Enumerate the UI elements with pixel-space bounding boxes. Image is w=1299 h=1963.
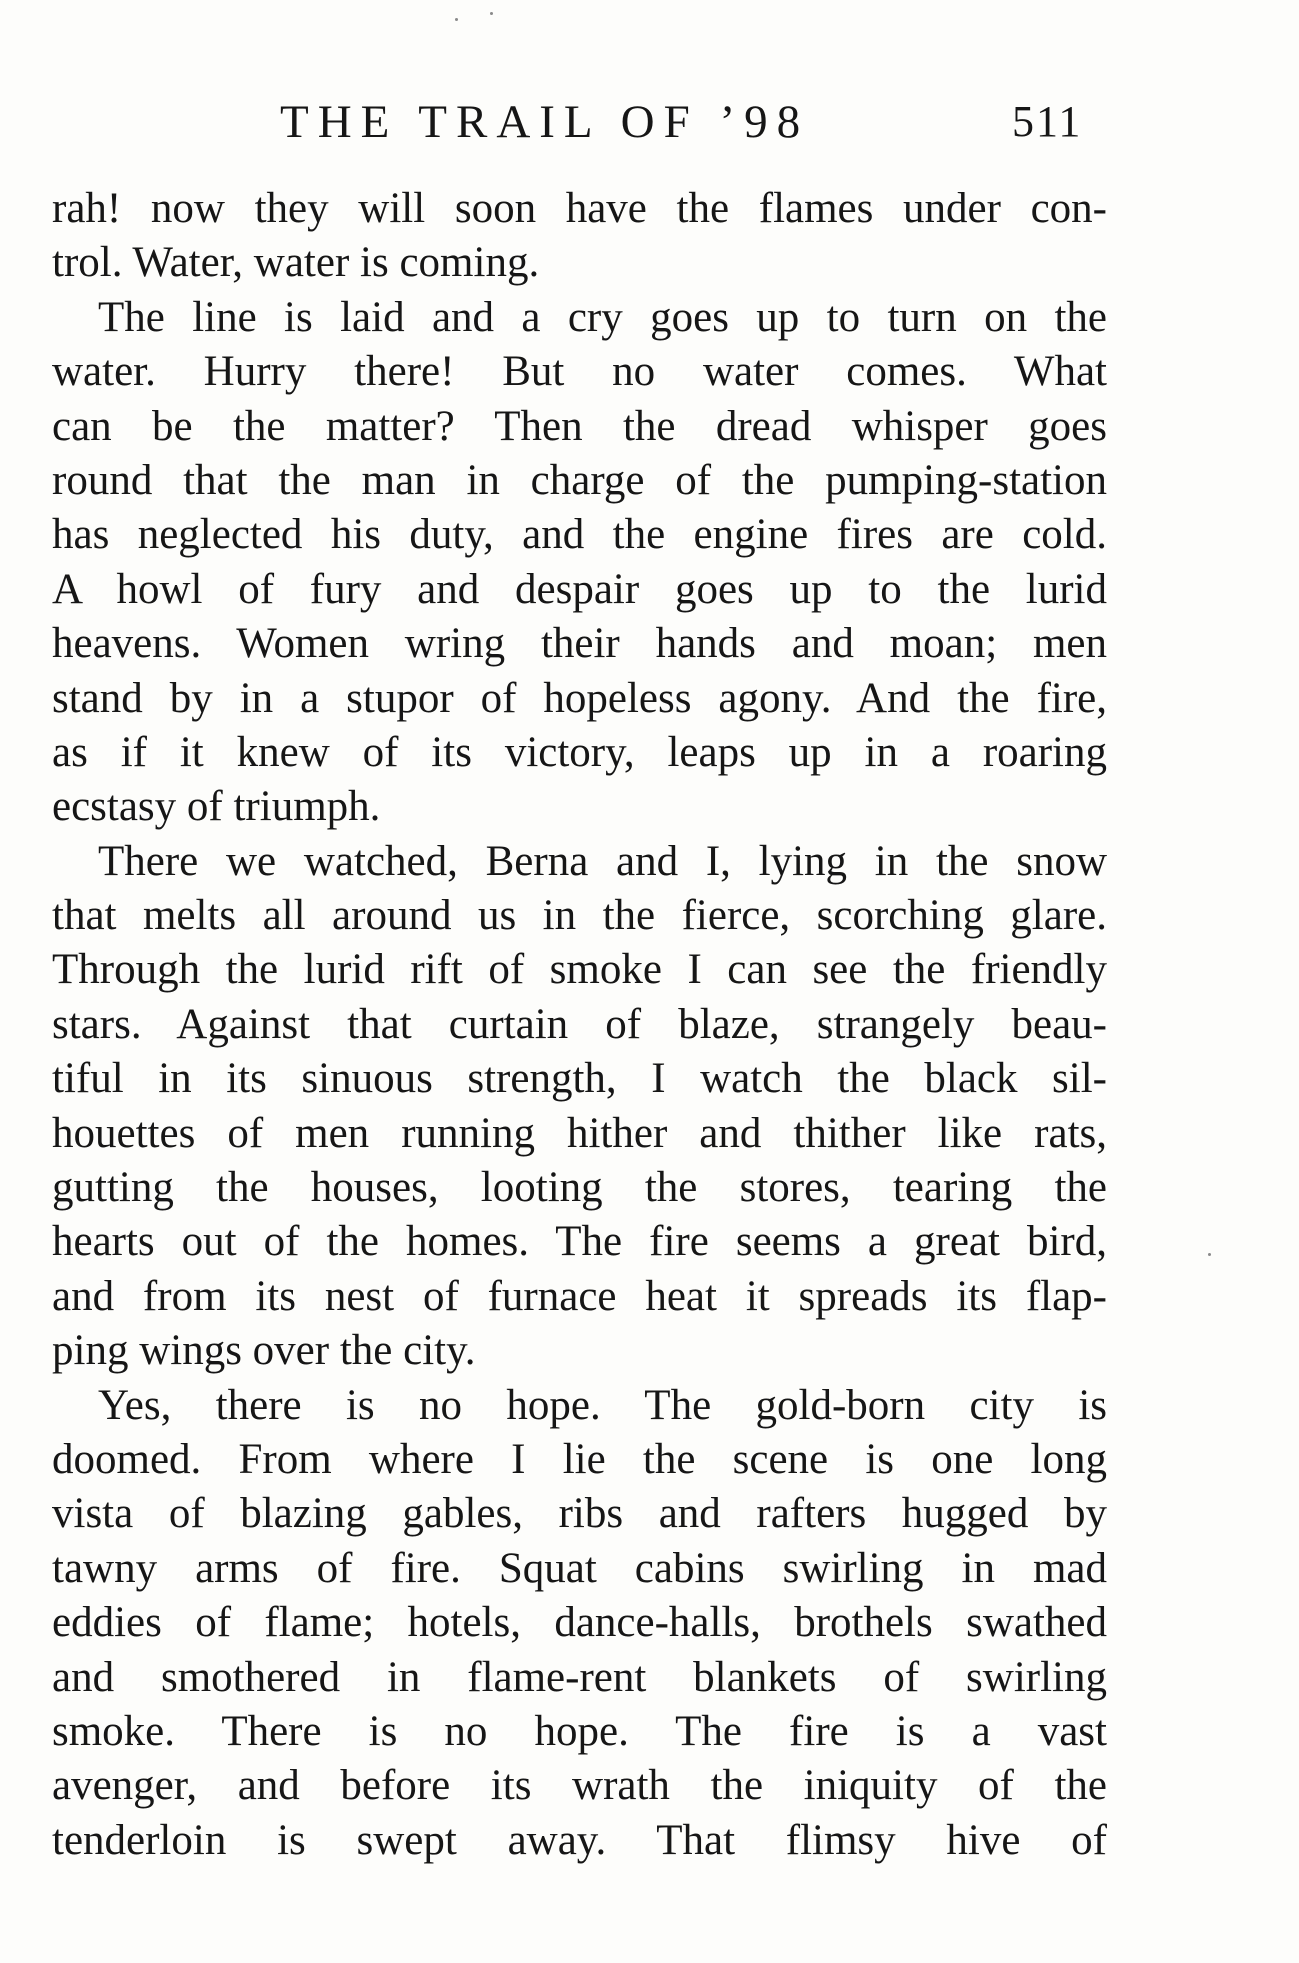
text-line: ecstasy of triumph. [52, 783, 381, 831]
running-title: THE TRAIL OF ’98 [280, 96, 810, 148]
text-line: hearts out of the homes. The fire seems a great bird, [52, 1218, 1107, 1266]
text-line: stand by in a stupor of hopeless agony. And the fire, [52, 674, 1107, 722]
text-line: eddies of flame; hotels, dance-halls, brothels swathed [52, 1599, 1107, 1647]
text-line: tiful in its sinuous strength, I watch the black sil- [52, 1055, 1107, 1103]
text-line: as if it knew of its victory, leaps up in a roaring [52, 728, 1107, 776]
body-text [52, 182, 1107, 1868]
page-header [0, 92, 1299, 152]
text-line: heavens. Women wring their hands and moan; men [52, 620, 1107, 668]
text-line: The line is laid and a cry goes up to turn on the [98, 293, 1107, 341]
text-line: There we watched, Berna and I, lying in the snow [98, 837, 1107, 885]
text-line: avenger, and before its wrath the iniquity of the [52, 1762, 1107, 1810]
text-line: houettes of men running hither and thither like rats, [52, 1109, 1107, 1157]
text-line: doomed. From where I lie the scene is one long [52, 1435, 1107, 1483]
text-line: smoke. There is no hope. The fire is a vast [52, 1707, 1107, 1755]
text-line: ping wings over the city. [52, 1327, 476, 1375]
text-line: Through the lurid rift of smoke I can see the friendly [52, 946, 1107, 994]
text-line: A howl of fury and despair goes up to the lurid [52, 565, 1107, 613]
text-line: and smothered in flame-rent blankets of swirling [52, 1653, 1107, 1701]
text-line: and from its nest of furnace heat it spreads its flap- [52, 1272, 1107, 1320]
text-line: stars. Against that curtain of blaze, strangely beau- [52, 1000, 1107, 1048]
print-speck [490, 12, 493, 15]
text-line: water. Hurry there! But no water comes. What [52, 348, 1107, 396]
page-number: 511 [1012, 97, 1083, 146]
text-line: rah! now they will soon have the flames under con- [52, 185, 1107, 232]
text-line: tenderloin is swept away. That flimsy hive of [52, 1816, 1107, 1864]
text-line: trol. Water, water is coming. [52, 239, 540, 287]
text-line: has neglected his duty, and the engine fires are cold. [52, 511, 1107, 559]
text-line: vista of blazing gables, ribs and rafters hugged by [52, 1490, 1107, 1538]
print-speck [1208, 1253, 1211, 1256]
text-line: can be the matter? Then the dread whisper goes [52, 402, 1107, 450]
text-line: round that the man in charge of the pumping-station [52, 456, 1107, 504]
print-speck [455, 18, 458, 21]
text-line: tawny arms of fire. Squat cabins swirling in mad [52, 1544, 1107, 1592]
text-line: that melts all around us in the fierce, scorching glare. [52, 892, 1107, 940]
text-line: Yes, there is no hope. The gold-born city is [98, 1381, 1107, 1429]
text-line: gutting the houses, looting the stores, tearing the [52, 1164, 1107, 1212]
